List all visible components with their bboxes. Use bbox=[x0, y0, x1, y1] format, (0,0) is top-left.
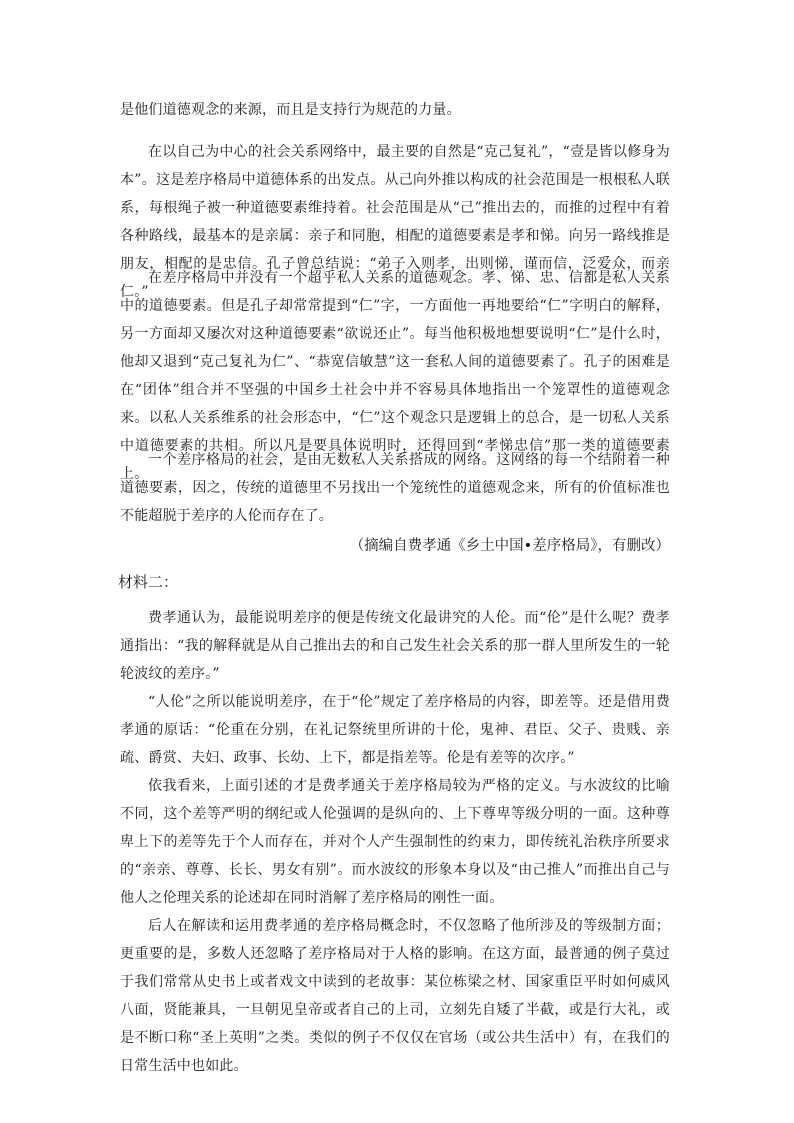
section-heading: 材料二： bbox=[118, 573, 179, 591]
paragraph-continuation: 是他们道德观念的来源，而且是支持行为规范的力量。 bbox=[120, 102, 461, 118]
paragraph-personality: 后人在解读和运用费孝通的差序格局概念时，不仅忽略了他所涉及的等级制方面；更重要的是，多数人还忽略了差序格局对于人格的影响。在这方面，最普通的例子莫过于我们常常从史书上或者戏文中读到的老故事：某位栋梁之材、国家重臣平时如何威风八面，贤能兼具，一旦朝见皇帝或者自己的上司，立刻先自矮了半截，或是行大礼，或是不断口称“圣上英明”之类。类似的例子不仅仅在官场（或公共生活中）有，在我们的日常生活中也如此。 bbox=[120, 918, 670, 1074]
paragraph-chadeng: “人伦”之所以能说明差序，在于“伦”规定了差序格局的内容，即差等。还是借用费孝通的原话：“伦重在分别，在礼记祭统里所讲的十伦，鬼神、君臣、父子、贵贱、亲疏、爵赏、夫妇、政事、长幼、上下，都是指差等。伦是有差等的次序。” bbox=[120, 694, 670, 766]
paragraph-self-center: 在以自己为中心的社会关系网络中，最主要的自然是“克己复礼”，“壹是皆以修身为本”。这是差序格局中道德体系的出发点。从己向外推以构成的社会范围是一根根私人联系，每根绳子被一种道德要素维持着。社会范围是从“己”推出去的，而推的过程中有着各种路线，最基本的是亲属：亲子和同胞，相配的道德要素是孝和悌。向另一路线推是朋友，相配的是忠信。孔子曾总结说：“弟子入则孝，出则悌，谨而信，泛爱众，而亲仁。” bbox=[120, 144, 670, 300]
paragraph-definition: 依我看来，上面引述的才是费孝通关于差序格局较为严格的定义。与水波纹的比喻不同，这个差等严明的纲纪或人伦强调的是纵向的、上下尊卑等级分明的一面。这种尊卑上下的差等先于个人而存在，并对个人产生强制性的约束力，即传统礼治秩序所要求的“亲亲、尊尊、长长、男女有别”。而水波纹的形象本身以及“由己推人”而推出自己与他人之伦理关系的论述却在同时消解了差序格局的刚性一面。 bbox=[120, 778, 670, 906]
paragraph-renlun: 费孝通认为，最能说明差序的便是传统文化最讲究的人伦。而“伦”是什么呢？费孝通指出：“我的解释就是从自己推出去的和自己发生社会关系的那一群人里所发生的一轮轮波纹的差序。” bbox=[120, 610, 670, 682]
source-citation: （摘编自费孝通《乡土中国•差序格局》，有删改） bbox=[349, 538, 670, 554]
paragraph-network: 一个差序格局的社会，是由无数私人关系搭成的网络。这网络的每一个结附着一种道德要素，因之，传统的道德里不另找出一个笼统性的道德观念来，所有的价值标准也不能超脱于差序的人伦而存在了。 bbox=[120, 452, 670, 524]
paragraph-ren: 在差序格局中并没有一个超乎私人关系的道德观念。孝、悌、忠、信都是私人关系中的道德要素。但是孔子却常常提到“仁”字，一方面他一再地要给“仁”字明白的解释，另一方面却又屡次对这种道德要素“欲说还止”。每当他积极地想要说明“仁”是什么时，他却又退到“克己复礼为仁”、“恭宽信敏慧”这一套私人间的道德要素了。孔子的困难是在“团体”组合并不坚强的中国乡土社会中并不容易具体地指出一个笼罩性的道德观念来。以私人关系维系的社会形态中，“仁”这个观念只是逻辑上的总合，是一切私人关系中道德要素的共相。所以凡是要具体说明时，还得回到“孝悌忠信”那一类的道德要素上。 bbox=[120, 270, 670, 482]
